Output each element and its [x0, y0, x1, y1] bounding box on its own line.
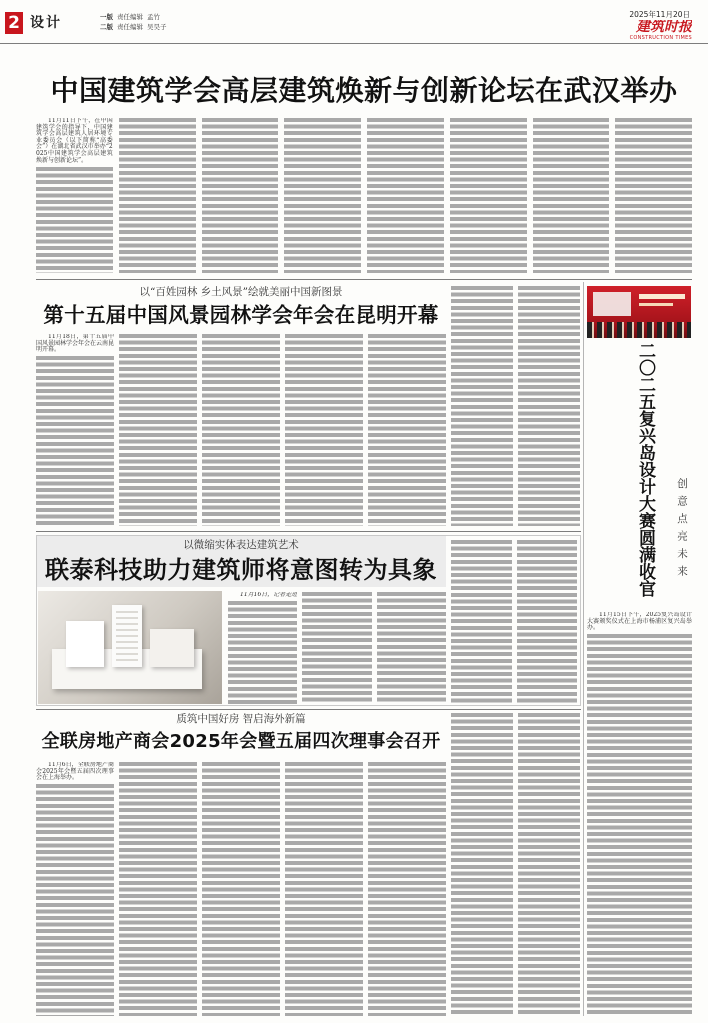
realestate-headline: 全联房地产商会2025年会暨五届四次理事会召开 [41, 731, 441, 752]
forum-lead-paragraph: 11月11日下午，在中国建筑学会的指导下，中国建筑学会高层建筑人居环境专业委员会（以下简称“高委会”）在湖北省武汉市举办“2025中国建筑学会高层建筑焕新与创新论坛”。 [36, 118, 113, 164]
sidebar-divider [583, 282, 584, 1016]
text-column [36, 334, 114, 526]
realestate-lead-paragraph: 11月6日，全联房地产商会2025年会暨五届四次理事会在上海举办。 [36, 762, 114, 782]
model-facade [116, 611, 138, 661]
text-lines [451, 540, 512, 703]
forum-headline: 中国建筑学会高层建筑焕新与创新论坛在武汉举办 [50, 74, 678, 107]
landscape-headline: 第十五届中国风景园林学会年会在昆明开幕 [43, 303, 439, 327]
text-lines [202, 334, 280, 526]
attendees [587, 322, 691, 338]
text-column [202, 118, 279, 273]
text-column [367, 118, 444, 273]
liantai-lead-paragraph: 11月16日，记者走进 [240, 592, 298, 598]
text-column [533, 118, 610, 273]
text-column [377, 592, 446, 704]
text-lines [285, 334, 363, 526]
editor-credits [100, 12, 210, 32]
section-divider [36, 531, 581, 532]
fuxing-vertical-subtitle: 创意点亮未来 [676, 478, 688, 583]
edition-label: 一版 [100, 13, 113, 21]
text-lines [36, 167, 113, 273]
liantai-body-continued [451, 540, 577, 703]
text-lines [518, 713, 580, 1016]
masthead-english: CONSTRUCTION TIMES [629, 35, 692, 41]
text-column [368, 334, 446, 526]
text-column [36, 118, 113, 273]
text-lines [119, 334, 197, 526]
liantai-headline: 联泰科技助力建筑师将意图转为具象 [45, 556, 437, 584]
fuxing-lead-paragraph: 11月15日下午，2025复兴岛设计大赛颁奖仪式在上海市杨浦区复兴岛举办。 [587, 612, 692, 632]
text-column [284, 118, 361, 273]
text-column [228, 592, 297, 704]
text-lines [202, 118, 279, 273]
text-lines [119, 118, 196, 273]
text-lines [517, 540, 578, 703]
text-column [450, 118, 527, 273]
award-ceremony-photo [587, 286, 691, 338]
text-column [451, 713, 513, 1016]
text-column [119, 334, 197, 526]
text-lines [518, 286, 580, 526]
editor-role: 责任编辑 [117, 23, 143, 31]
landscape-body [36, 334, 446, 526]
landscape-lead-paragraph: 11月18日，第十五届中国风景园林学会年会在云南昆明开幕。 [36, 334, 114, 354]
stage-banner [639, 303, 673, 306]
edition-label: 二版 [100, 23, 113, 31]
liantai-kicker: 以微缩实体表达建筑艺术 [183, 539, 299, 551]
text-lines [451, 713, 513, 1016]
fuxing-body [587, 612, 692, 1016]
model-tower [66, 621, 104, 667]
text-column [202, 334, 280, 526]
text-lines [377, 592, 446, 704]
stage-screen [593, 292, 631, 316]
realestate-body [36, 762, 446, 1016]
text-column [285, 762, 363, 1016]
editor-name: 孟竹 [147, 13, 160, 21]
text-lines [202, 762, 280, 1016]
section-divider [36, 709, 581, 710]
text-lines [533, 118, 610, 273]
text-column [302, 592, 371, 704]
text-column [518, 286, 580, 526]
stage-banner [639, 294, 685, 299]
realestate-kicker: 质筑中国好房 智启海外新篇 [176, 713, 306, 725]
editor-line [100, 12, 210, 22]
text-column [119, 118, 196, 273]
text-lines [615, 118, 692, 273]
landscape-body-continued [451, 286, 580, 526]
issue-date: 2025年11月20日 [629, 10, 690, 19]
editor-name: 吴昊子 [147, 23, 167, 31]
liantai-body [228, 592, 446, 704]
editor-role: 责任编辑 [117, 13, 143, 21]
architecture-model-photo [38, 591, 222, 704]
text-lines [451, 286, 513, 526]
text-lines [587, 634, 692, 1016]
section-title: 设计 [30, 15, 62, 31]
text-column [368, 762, 446, 1016]
text-column [285, 334, 363, 526]
masthead-logo: 建筑时报 [636, 20, 692, 35]
forum-body [36, 118, 692, 273]
text-lines [36, 784, 114, 1016]
text-lines [302, 592, 371, 704]
model-tower [150, 629, 194, 667]
text-column [518, 713, 580, 1016]
text-lines [368, 334, 446, 526]
text-column [36, 762, 114, 1016]
text-lines [368, 762, 446, 1016]
text-column [587, 612, 692, 1016]
realestate-body-continued [451, 713, 580, 1016]
text-lines [119, 762, 197, 1016]
text-column [615, 118, 692, 273]
text-lines [36, 356, 114, 526]
fuxing-vertical-title: 二〇二五复兴岛设计大赛圆满收官 [635, 342, 655, 597]
editor-line [100, 22, 210, 32]
header-rule [0, 43, 708, 44]
text-lines [367, 118, 444, 273]
text-column [202, 762, 280, 1016]
page-number: 2 [5, 12, 23, 34]
text-lines [285, 762, 363, 1016]
section-divider [36, 279, 692, 280]
text-column [517, 540, 578, 703]
text-lines [228, 601, 297, 704]
text-column [451, 286, 513, 526]
landscape-kicker: 以“百姓园林 乡土风景”绘就美丽中国新图景 [139, 286, 343, 298]
text-lines [284, 118, 361, 273]
text-lines [450, 118, 527, 273]
text-column [119, 762, 197, 1016]
text-column [451, 540, 512, 703]
